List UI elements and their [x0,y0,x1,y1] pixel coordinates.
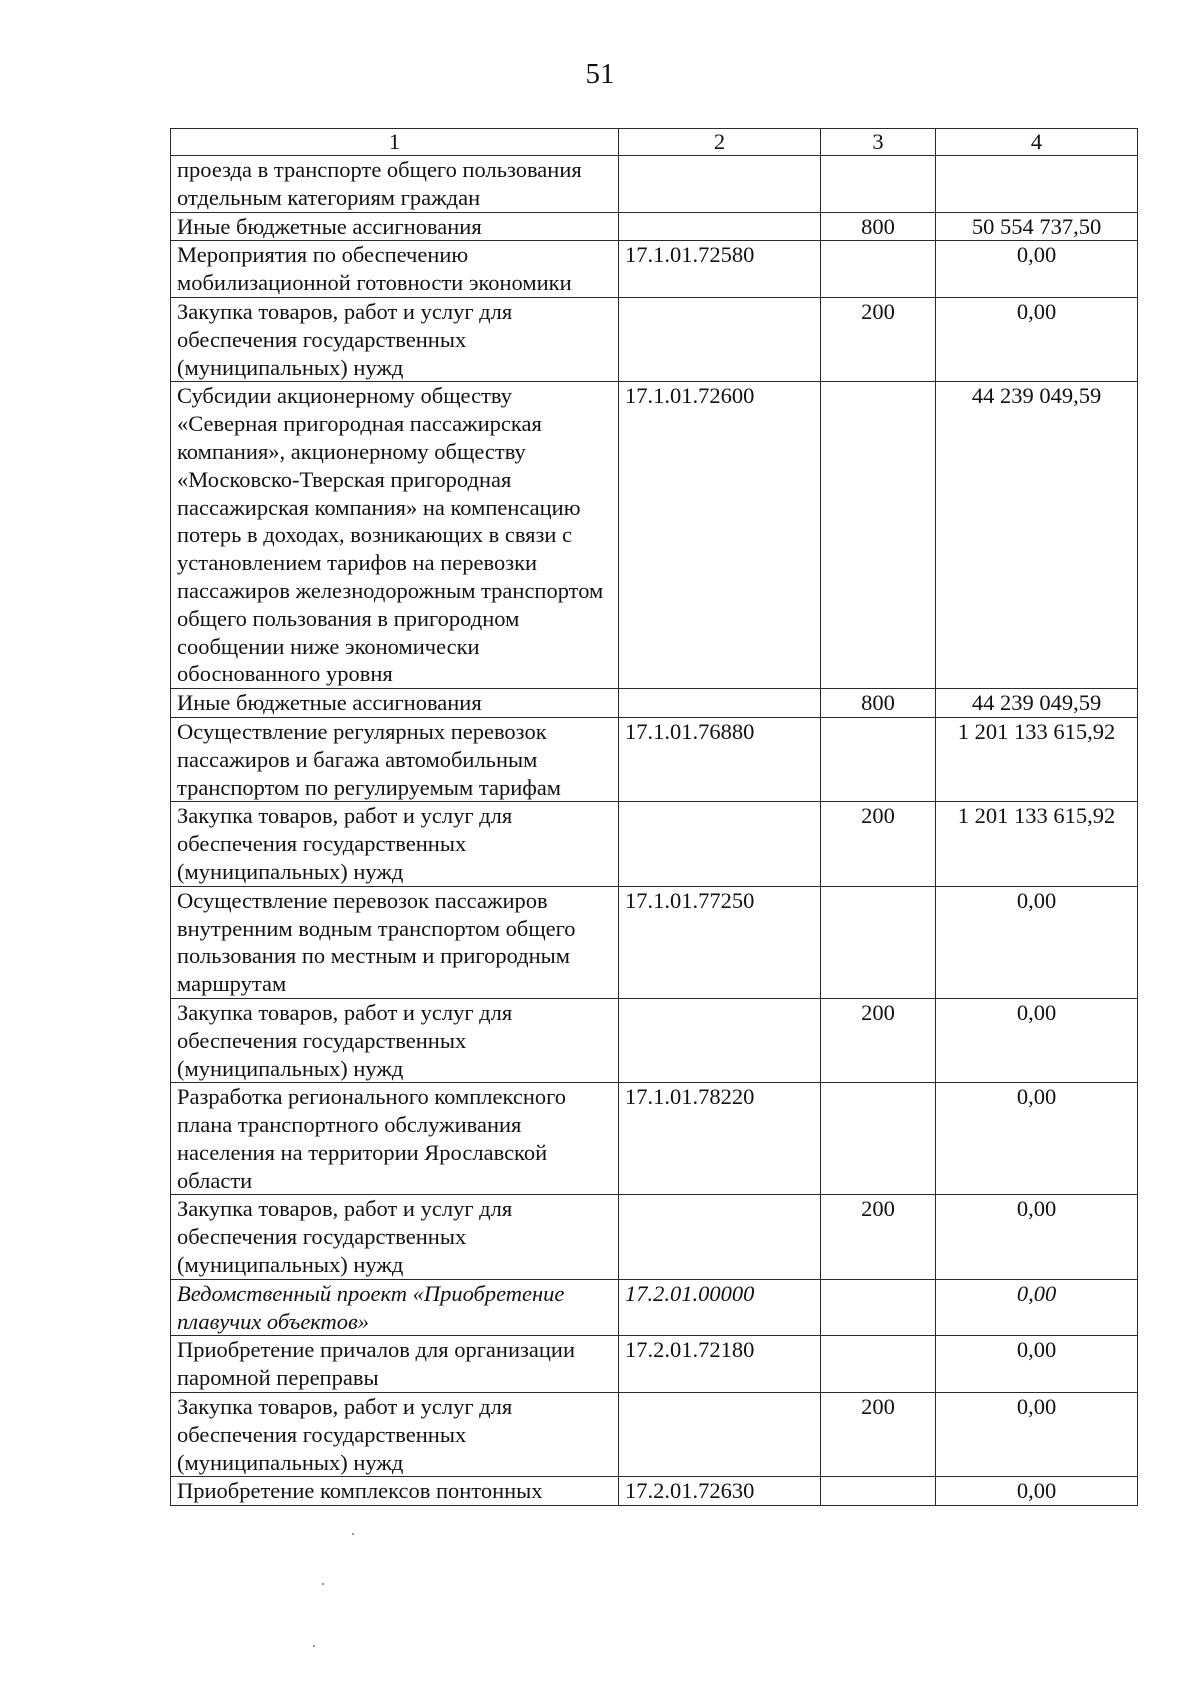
table-row [171,297,1138,381]
expense-type-code: 200 [821,802,936,886]
expense-type-code: 200 [821,1195,936,1279]
table-row [171,689,1138,718]
item-name: Приобретение комплексов понтонных [171,1477,619,1506]
table-header-row [171,129,1138,156]
table-row [171,1477,1138,1506]
table-row [171,382,1138,689]
amount: 0,00 [936,1279,1138,1336]
expense-type-code [821,156,936,213]
expense-type-code [821,382,936,689]
column-header: 4 [936,129,1138,156]
item-name: Разработка регионального комплексного плана транспортного обслуживания населения на территории Ярославской области [171,1083,619,1195]
item-name: Мероприятия по обеспечению мобилизационной готовности экономики [171,241,619,298]
item-name: Закупка товаров, работ и услуг для обеспечения государственных (муниципальных) нужд [171,1393,619,1477]
item-name: Иные бюджетные ассигнования [171,689,619,718]
column-header: 2 [619,129,821,156]
item-name: Закупка товаров, работ и услуг для обеспечения государственных (муниципальных) нужд [171,998,619,1082]
table-row [171,802,1138,886]
amount: 44 239 049,59 [936,689,1138,718]
table-row [171,156,1138,213]
budget-table [170,128,1138,1506]
item-name: Закупка товаров, работ и услуг для обеспечения государственных (муниципальных) нужд [171,802,619,886]
target-article-code [619,1393,821,1477]
expense-type-code [821,886,936,998]
target-article-code: 17.2.01.72180 [619,1336,821,1393]
item-name: Закупка товаров, работ и услуг для обеспечения государственных (муниципальных) нужд [171,297,619,381]
expense-type-code [821,241,936,298]
amount: 0,00 [936,1195,1138,1279]
target-article-code: 17.1.01.77250 [619,886,821,998]
scan-speck [352,1533,354,1535]
expense-type-code [821,1083,936,1195]
expense-type-code: 800 [821,212,936,241]
target-article-code [619,998,821,1082]
item-name: Осуществление перевозок пассажиров внутренним водным транспортом общего пользования по местным и пригородным маршрутам [171,886,619,998]
target-article-code: 17.2.01.00000 [619,1279,821,1336]
amount: 0,00 [936,297,1138,381]
amount [936,156,1138,213]
table-row [171,998,1138,1082]
target-article-code [619,1195,821,1279]
column-header: 1 [171,129,619,156]
expense-type-code: 800 [821,689,936,718]
expense-type-code: 200 [821,297,936,381]
amount: 0,00 [936,1477,1138,1506]
target-article-code [619,689,821,718]
amount: 0,00 [936,1083,1138,1195]
expense-type-code: 200 [821,998,936,1082]
amount: 0,00 [936,1336,1138,1393]
item-name: Иные бюджетные ассигнования [171,212,619,241]
table-row [171,1393,1138,1477]
table-row [171,1336,1138,1393]
amount: 0,00 [936,998,1138,1082]
table-row [171,886,1138,998]
amount: 1 201 133 615,92 [936,802,1138,886]
table-row [171,1195,1138,1279]
scan-speck [313,1645,315,1647]
expense-type-code [821,717,936,801]
table-row [171,1279,1138,1336]
amount: 44 239 049,59 [936,382,1138,689]
target-article-code: 17.2.01.72630 [619,1477,821,1506]
item-name: Закупка товаров, работ и услуг для обеспечения государственных (муниципальных) нужд [171,1195,619,1279]
expense-type-code: 200 [821,1393,936,1477]
item-name: проезда в транспорте общего пользования отдельным категориям граждан [171,156,619,213]
expense-type-code [821,1279,936,1336]
target-article-code: 17.1.01.76880 [619,717,821,801]
amount: 1 201 133 615,92 [936,717,1138,801]
target-article-code [619,297,821,381]
table-row [171,241,1138,298]
page-number: 51 [585,58,615,90]
item-name: Ведомственный проект «Приобретение плавучих объектов» [171,1279,619,1336]
target-article-code [619,156,821,213]
table-row [171,212,1138,241]
amount: 0,00 [936,1393,1138,1477]
target-article-code [619,802,821,886]
table-row [171,1083,1138,1195]
item-name: Приобретение причалов для организации паромной переправы [171,1336,619,1393]
table-row [171,717,1138,801]
target-article-code: 17.1.01.78220 [619,1083,821,1195]
target-article-code: 17.1.01.72600 [619,382,821,689]
item-name: Осуществление регулярных перевозок пассажиров и багажа автомобильным транспортом по регулируемым тарифам [171,717,619,801]
item-name: Субсидии акционерному обществу «Северная пригородная пассажирская компания», акционерному обществу «Московско-Тверская пригородная пассажирская компания» на компенсацию потерь в доходах, возникающих в связи с установлением тарифов на перевозки пассажиров железнодорожным транспортом общего пользования в пригородном сообщении ниже экономически обоснованного уровня [171,382,619,689]
scan-speck [322,1583,324,1585]
expense-type-code [821,1336,936,1393]
column-header: 3 [821,129,936,156]
amount: 0,00 [936,241,1138,298]
target-article-code: 17.1.01.72580 [619,241,821,298]
amount: 50 554 737,50 [936,212,1138,241]
amount: 0,00 [936,886,1138,998]
target-article-code [619,212,821,241]
table-body [171,156,1138,1506]
expense-type-code [821,1477,936,1506]
